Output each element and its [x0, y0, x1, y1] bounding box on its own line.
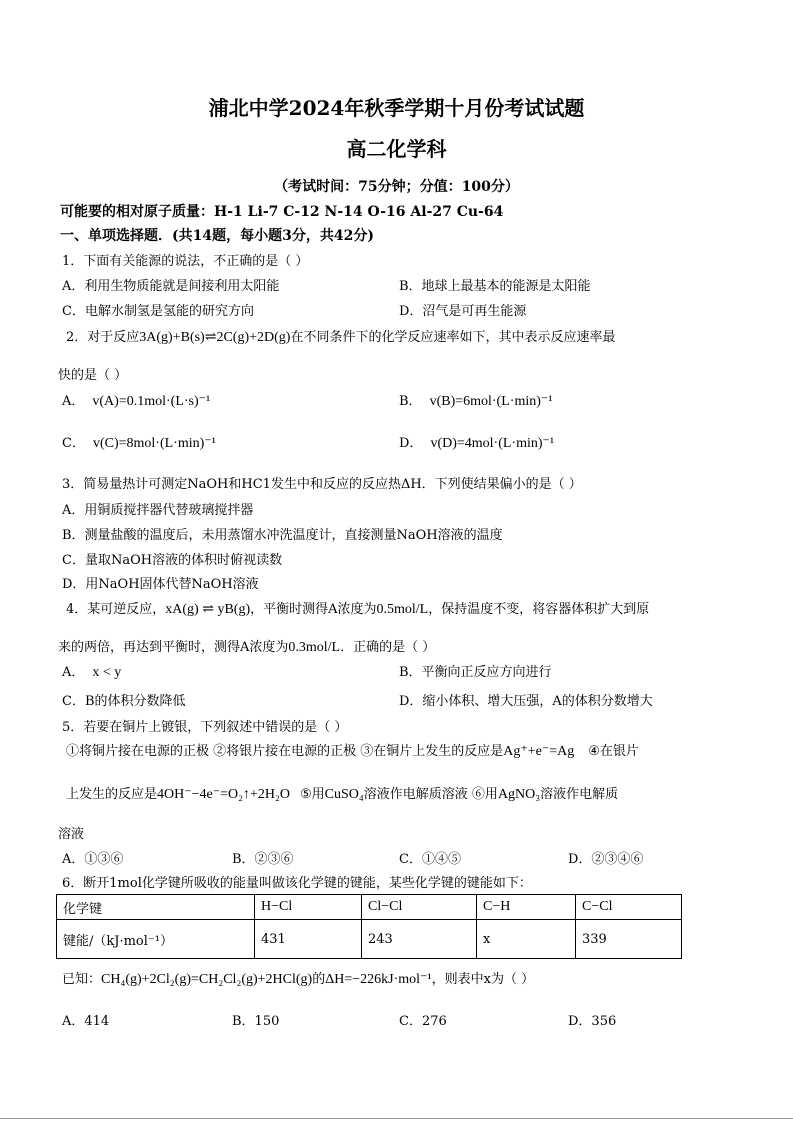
q5-line2-mid: ⑤用 [300, 787, 325, 802]
q5-salt-cuso4: CuSO₄ [324, 787, 364, 802]
table-row-label: 键能/（kJ·mol⁻¹） [57, 920, 255, 959]
q4-option-c: C．B的体积分数降低 [62, 694, 186, 709]
q2-stem-post: 在不同条件下的化学反应速率如下，其中表示反应速率最 [290, 330, 616, 345]
q2-option-d-label: D． [399, 436, 423, 451]
q5-line2-post: 溶液作电解质 [540, 787, 619, 802]
q2-option-a-rate: v(A)=0.1mol·(L·s)⁻¹ [92, 394, 211, 409]
q2-reaction-formula: 3A(g)+B(s)⇌2C(g)+2D(g) [139, 330, 291, 345]
q5-equation-1: Ag⁺+e⁻=Ag [503, 744, 575, 759]
q2-stem [66, 326, 615, 346]
q2-stem-continued: 快的是（ ） [58, 368, 128, 383]
table-cell: x [477, 920, 576, 959]
q2-option-a [62, 390, 210, 410]
table-cell: 243 [362, 920, 477, 959]
table-header-cell: C−Cl [576, 895, 682, 920]
q5-salt-agno3: AgNO₃ [497, 787, 541, 802]
q1-option-b: B．地球上最基本的能源是太阳能 [399, 279, 591, 294]
q4-line2-pre: 来的两倍，再达到平衡时，测得A浓度为 [58, 640, 289, 655]
q4-stem-post: ，保持温度不变，将容器体积扩大到原 [428, 602, 650, 617]
q6-stem: 6．断开1mol化学键所吸收的能量叫做该化学键的键能，某些化学键的键能如下： [62, 876, 532, 891]
q4-stem-mid: ，平衡时测得A浓度为 [250, 602, 377, 617]
q6-given [62, 968, 534, 988]
table-cell: 339 [576, 920, 682, 959]
table-header-cell: C−H [477, 895, 576, 920]
q6-enthalpy: ΔH=−226kJ·mol⁻¹ [325, 972, 432, 987]
q1-stem: 1．下面有关能源的说法，不正确的是（ ） [62, 254, 309, 269]
q6-given-post: ，则表中x为（ ） [431, 972, 535, 987]
q5-option-b: B．②③⑥ [232, 852, 294, 867]
q5-line2-pre: 上发生的反应是 [66, 787, 158, 802]
q5-equation-2: 4OH⁻−4e⁻=O₂↑+2H₂O [157, 787, 291, 802]
q5-line1-pre: ①将铜片接在电源的正极 ②将银片接在电源的正极 ③在铜片上发生的反应是 [66, 744, 504, 759]
q4-option-d: D．缩小体积、增大压强，A的体积分数增大 [399, 694, 653, 709]
q5-line3: 溶液 [58, 827, 85, 842]
q4-stem-pre: 4．某可逆反应， [66, 602, 166, 617]
q4-stem [66, 598, 649, 618]
page-bottom-divider [0, 1118, 793, 1119]
q4-concentration-2: 0.3mol/L [288, 640, 341, 655]
q2-option-c-rate: v(C)=8mol·(L·min)⁻¹ [92, 436, 216, 451]
q4-option-b: B．平衡向正反应方向进行 [399, 665, 552, 680]
q3-option-c: C．量取NaOH溶液的体积时俯视读数 [62, 553, 283, 568]
table-row [57, 920, 682, 959]
q2-option-c [62, 432, 216, 452]
section-heading: 一、单项选择题．(共14题，每小题3分，共42分) [60, 228, 374, 244]
q3-stem: 3．简易量热计可测定NaOH和HC1发生中和反应的反应热ΔH．下列使结果偏小的是（ ） [62, 477, 582, 492]
table-cell: 431 [255, 920, 362, 959]
q4-stem-line2 [58, 636, 435, 656]
q2-option-b-label: B． [399, 394, 422, 409]
table-header-cell: H−Cl [255, 895, 362, 920]
q6-option-b: B．150 [232, 1014, 280, 1029]
bond-energy-table [56, 894, 682, 959]
q6-option-d: D．356 [568, 1014, 617, 1029]
q2-option-c-label: C． [62, 436, 85, 451]
q4-option-a-expr: x < y [92, 665, 122, 680]
q2-option-b [399, 390, 552, 410]
q5-line2-mid2: 溶液作电解质溶液 ⑥用 [363, 787, 498, 802]
atomic-masses: 可能要的相对原子质量：H-1 Li-7 C-12 N-14 O-16 Al-27 Cu-64 [60, 204, 504, 220]
q6-given-mid: 的 [312, 972, 326, 987]
q6-option-a: A．414 [62, 1014, 110, 1029]
q5-line2 [66, 783, 618, 803]
q2-stem-pre: 2．对于反应 [66, 330, 140, 345]
q5-line1-post: ④在银片 [588, 744, 639, 759]
q4-line2-post: ．正确的是（ ） [340, 640, 436, 655]
table-header-row [57, 895, 682, 920]
q5-option-d: D．②③④⑥ [568, 852, 644, 867]
q4-option-a-label: A． [62, 665, 85, 680]
q5-stem: 5．若要在铜片上镀银，下列叙述中错误的是（ ） [62, 720, 348, 735]
q4-option-a [62, 661, 121, 681]
subject-title: 高二化学科 [346, 137, 447, 161]
q3-option-a: A．用铜质搅拌器代替玻璃搅拌器 [62, 503, 254, 518]
q6-equation: CH₄(g)+2Cl₂(g)=CH₂Cl₂(g)+2HCl(g) [101, 972, 313, 987]
q1-option-c: C．电解水制氢是氢能的研究方向 [62, 304, 254, 319]
q5-option-a: A．①③⑥ [62, 852, 124, 867]
table-header-cell: Cl−Cl [362, 895, 477, 920]
table-header-cell: 化学键 [57, 895, 255, 920]
q2-option-d-rate: v(D)=4mol·(L·min)⁻¹ [430, 436, 555, 451]
q2-option-a-label: A． [62, 394, 85, 409]
q1-option-a: A．利用生物质能就是间接利用太阳能 [62, 279, 280, 294]
q4-concentration-1: 0.5mol/L [376, 602, 429, 617]
exam-title: 浦北中学2024年秋季学期十月份考试试题 [208, 96, 585, 120]
q5-option-c: C．①④⑤ [399, 852, 461, 867]
q1-option-d: D．沼气是可再生能源 [399, 304, 527, 319]
q6-option-c: C．276 [399, 1014, 447, 1029]
q3-option-d: D．用NaOH固体代替NaOH溶液 [62, 577, 259, 592]
exam-info: （考试时间：75分钟；分值：100分） [274, 179, 519, 195]
q4-reaction-formula: xA(g) ⇌ yB(g) [165, 602, 251, 617]
q5-line1 [66, 740, 639, 760]
q2-option-d [399, 432, 554, 452]
q2-option-b-rate: v(B)=6mol·(L·min)⁻¹ [429, 394, 553, 409]
q6-given-pre: 已知： [62, 972, 102, 987]
q3-option-b: B．测量盐酸的温度后，未用蒸馏水冲洗温度计，直接测量NaOH溶液的温度 [62, 528, 503, 543]
